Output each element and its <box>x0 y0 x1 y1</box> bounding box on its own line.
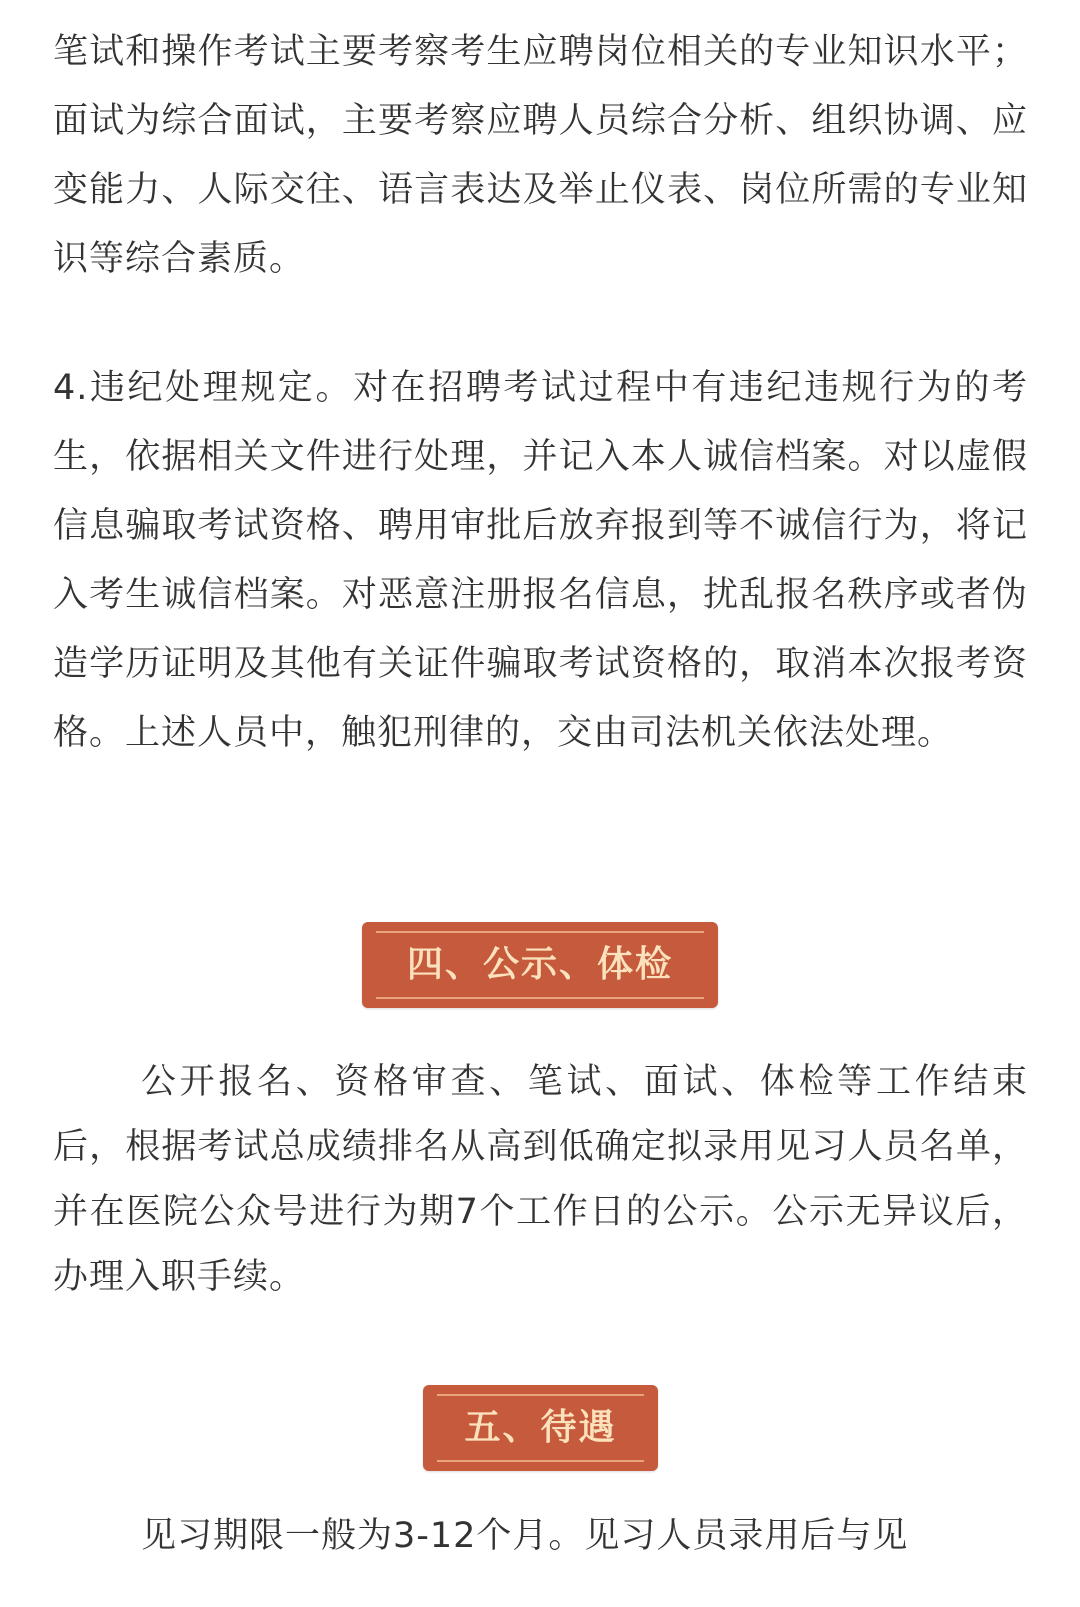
paragraph-publicity: 公开报名、资格审查、笔试、面试、体检等工作结束后，根据考试总成绩排名从高到低确定拟录用见习人员名单，并在医院公众号进行为期7个工作日的公示。公示无异议后，办理入职手续。 <box>53 1062 1028 1297</box>
section-heading-publicity-physical-exam: 四、公示、体检 <box>362 922 718 1008</box>
paragraph-treatment: 见习期限一般为3-12个月。见习人员录用后与见 <box>141 1516 909 1556</box>
paragraph-exam-content: 笔试和操作考试主要考察考生应聘岗位相关的专业知识水平；面试为综合面试，主要考察应聘人员综合分析、组织协调、应变能力、人际交往、语言表达及举止仪表、岗位所需的专业知识等综合素质。 <box>53 32 1028 279</box>
paragraph-discipline-rules: 4.违纪处理规定。对在招聘考试过程中有违纪违规行为的考生，依据相关文件进行处理，并记入本人诚信档案。对以虚假信息骗取考试资格、聘用审批后放弃报到等不诚信行为，将记入考生诚信档案。对恶意注册报名信息，扰乱报名秩序或者伪造学历证明及其他有关证件骗取考试资格的，取消本次报考资格。上述人员中，触犯刑律的，交由司法机关依法处理。 <box>53 368 1028 753</box>
section-heading-treatment: 五、待遇 <box>423 1385 658 1471</box>
